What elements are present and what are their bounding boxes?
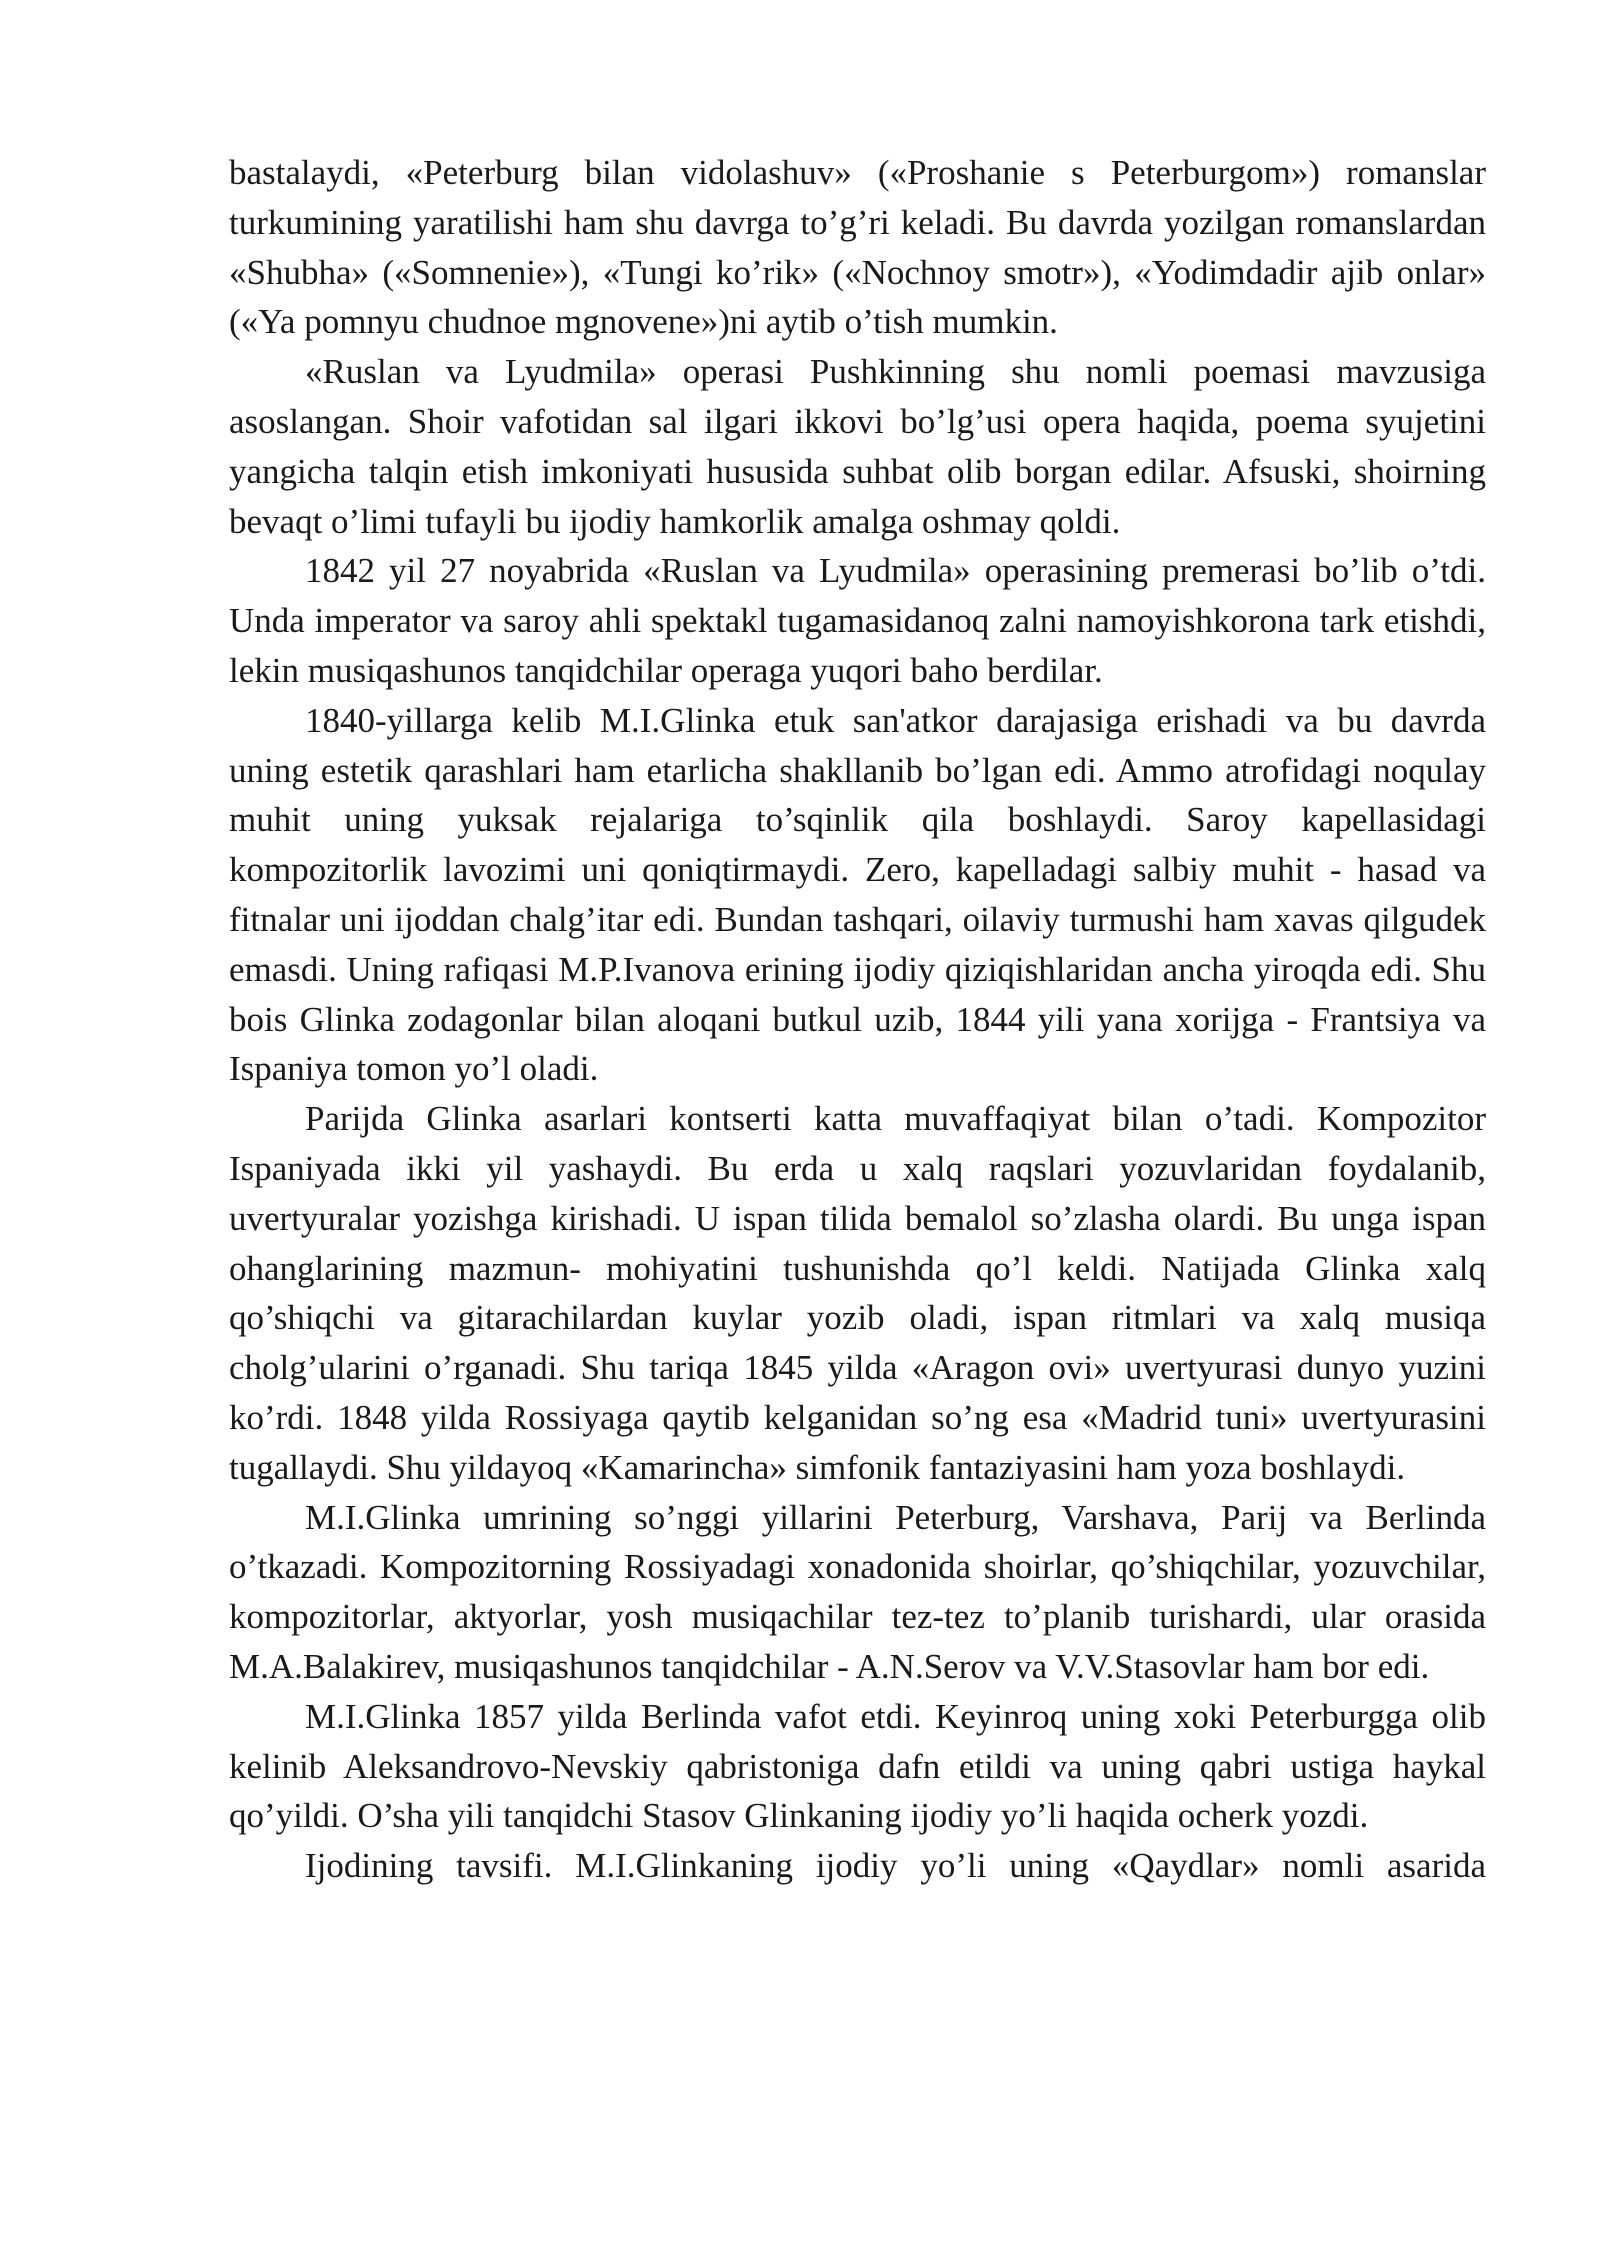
- paragraph-creative-description: Ijodining tavsifi. M.I.Glinkaning ijodiy yo’li uning «Qaydlar» nomli asarida: [305, 1846, 1486, 1886]
- document-page: [229, 148, 1486, 1891]
- paragraph-premiere: 1842 yil 27 noyabrida «Ruslan va Lyudmila» operasining premerasi bo’lib o’tdi. Unda imperator va saroy ahli spektakl tugamasidanoq zalni namoyishkorona tark etishdi, lekin musiqashunos tanqidchilar operaga yuqori baho berdilar.: [229, 551, 1486, 690]
- paragraph-death: M.I.Glinka 1857 yilda Berlinda vafot etdi. Keyinroq uning xoki Peterburgga olib kelinib Aleksandrovo-Nevskiy qabristoniga dafn etildi va uning qabri ustiga haykal qo’yildi. O’sha yili tanqidchi Stasov Glinkaning ijodiy yo’li haqida ocherk yozdi.: [229, 1696, 1486, 1836]
- paragraph-last-years: M.I.Glinka umrining so’nggi yillarini Peterburg, Varshava, Parij va Berlinda o’tkazadi. Kompozitorning Rossiyadagi xonadonida shoirlar, qo’shiqchilar, yozuvchilar, kompozitorlar, aktyorlar, yosh musiqachilar tez-tez to’planib turishardi, ular orasida M.A.Balakirev, musiqashunos tanqidchilar - A.N.Serov va V.V.Stasovlar ham bor edi.: [229, 1497, 1486, 1686]
- paragraph-1840s: 1840-yillarga kelib M.I.Glinka etuk san'atkor darajasiga erishadi va bu davrda uning estetik qarashlari ham etarlicha shakllanib bo’lgan edi. Ammo atrofidagi noqulay muhit uning yuksak rejalariga to’sqinlik qila boshlaydi. Saroy kapellasidagi kompozitorlik lavozimi uni qoniqtirmaydi. Zero, kapelladagi salbiy muhit - hasad va fitnalar uni ijoddan chalg’itar edi. Bundan tashqari, oilaviy turmushi ham xavas qilgudek emasdi. Uning rafiqasi M.P.Ivanova erining ijodiy qiziqishlaridan ancha yiroqda edi. Shu bois Glinka zodagonlar bilan aloqani butkul uzib, 1844 yili yana xorijga - Frantsiya va Ispaniya tomon yo’l oladi.: [229, 700, 1486, 1089]
- paragraph-romances: bastalaydi, «Peterburg bilan vidolashuv» («Proshanie s Peterburgom») romanslar turkumining yaratilishi ham shu davrga to’g’ri keladi. Bu davrda yozilgan romanslardan «Shubha» («Somnenie»), «Tungi ko’rik» («Nochnoy smotr»), «Yodimdadir ajib onlar» («Ya pomnyu chudnoe mgnovene»)ni aytib o’tish mumkin.: [229, 153, 1486, 342]
- paragraph-ruslan-opera: «Ruslan va Lyudmila» operasi Pushkinning shu nomli poemasi mavzusiga asoslangan. Shoir vafotidan sal ilgari ikkovi bo’lg’usi opera haqida, poema syujetini yangicha talqin etish imkoniyati hususida suhbat olib borgan edilar. Afsuski, shoirning bevaqt o’limi tufayli bu ijodiy hamkorlik amalga oshmay qoldi.: [229, 352, 1486, 541]
- paragraph-paris-spain: Parijda Glinka asarlari kontserti katta muvaffaqiyat bilan o’tadi. Kompozitor Ispaniyada ikki yil yashaydi. Bu erda u xalq raqslari yozuvlaridan foydalanib, uvertyuralar yozishga kirishadi. U ispan tilida bemalol so’zlasha olardi. Bu unga ispan ohanglarining mazmun- mohiyatini tushunishda qo’l keldi. Natijada Glinka xalq qo’shiqchi va gitarachilardan kuylar yozib oladi, ispan ritmlari va xalq musiqa cholg’ularini o’rganadi. Shu tariqa 1845 yilda «Aragon ovi» uvertyurasi dunyo yuzini ko’rdi. 1848 yilda Rossiyaga qaytib kelganidan so’ng esa «Madrid tuni» uvertyurasini tugallaydi. Shu yildayoq «Kamarincha» simfonik fantaziyasini ham yoza boshlaydi.: [229, 1099, 1486, 1487]
